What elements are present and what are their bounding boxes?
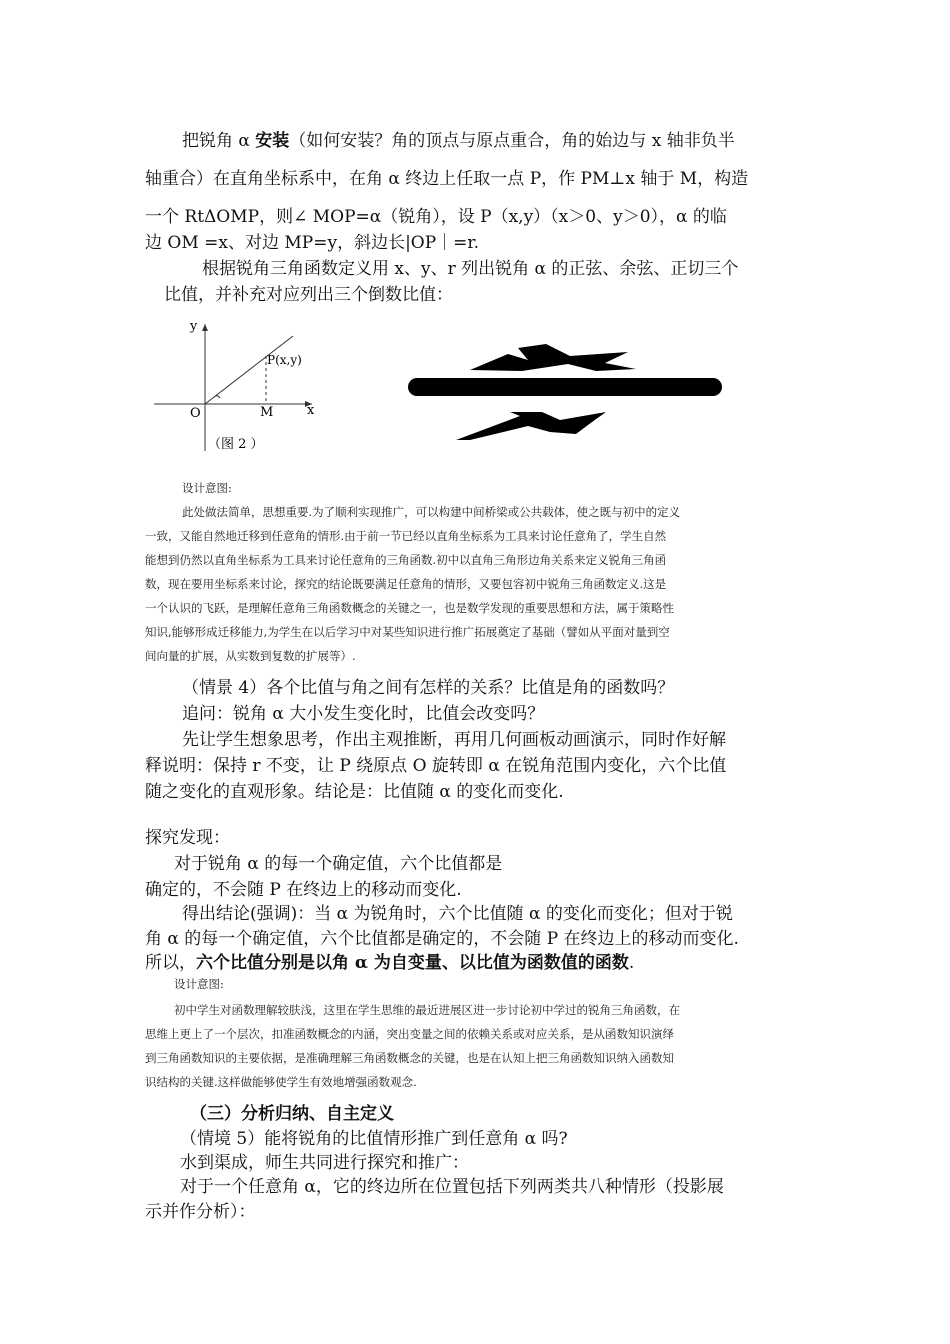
scene4-line2: 追问：锐角 α 大小发生变化时，比值会改变吗？ <box>182 704 545 724</box>
design1-line: 间向量的扩展，从实数到复数的扩展等）. <box>145 649 356 663</box>
design2-line: 思维上更上了一个层次，扣准函数概念的内涵，突出变量之间的依赖关系或对应关系，是从函数知识演绎 <box>145 1027 674 1041</box>
scene4-line1: （情景 4）各个比值与角之间有怎样的关系？比值是角的函数吗？ <box>182 678 675 698</box>
para1-line4: 边 OM =x、对边 MP=y，斜边长|OP｜=r. <box>145 233 480 253</box>
y-axis-label: y <box>190 319 198 334</box>
figure-caption: （图 2 ） <box>208 437 264 452</box>
para2-line1: 根据锐角三角函数定义用 x、y、r 列出锐角 α 的正弦、余弦、正切三个 <box>202 259 739 279</box>
x-axis-label: x <box>307 403 315 418</box>
para1-line1: 把锐角 α 安装（如何安装？角的顶点与原点重合，角的始边与 x 轴非负半 <box>182 131 735 151</box>
scene4-line4: 释说明：保持 r 不变，让 P 绕原点 O 旋转即 α 在锐角范围内变化，六个比值 <box>145 756 727 776</box>
fraction-graphic <box>400 338 730 448</box>
coordinate-diagram <box>150 318 320 458</box>
numerator-glyph <box>470 344 636 371</box>
para1-line3: 一个 RtΔOMP，则∠ MOP=α（锐角），设 P（x,y）（x＞0、y＞0），α 的临 <box>145 207 727 227</box>
section3-line4: 示并作分析）： <box>145 1202 256 1222</box>
section3-line1: （情境 5）能将锐角的比值情形推广到任意角 α 吗? <box>180 1129 568 1149</box>
design1-line: 此处做法简单，思想重要.为了顺利实现推广，可以构建中间桥梁或公共载体，使之既与初中的定义 <box>182 505 681 519</box>
explore-title: 探究发现： <box>145 828 230 848</box>
denominator-glyph <box>456 412 606 440</box>
conclusion-emphasis: 六个比值分别是以角 α 为自变量、以比值为函数值的函数 <box>196 953 629 973</box>
section3-title: （三）分析归纳、自主定义 <box>190 1104 394 1124</box>
section3-line2: 水到渠成，师生共同进行探究和推广： <box>180 1153 469 1173</box>
design1-line: 知识,能够形成迁移能力,为学生在以后学习中对某些知识进行推广拓展奠定了基础（譬如从平面对量到空 <box>145 625 670 639</box>
design2-line: 到三角函数知识的主要依据，是准确理解三角函数概念的关键，也是在认知上把三角函数知识纳入函数知 <box>145 1051 674 1065</box>
design1-line: 一个认识的飞跃，是理解任意角三角函数概念的关键之一，也是数学发现的重要思想和方法，属于策略性 <box>145 601 674 615</box>
design2-title: 设计意图: <box>174 977 224 991</box>
design2-line: 识结构的关键.这样做能够使学生有效地增强函数观念. <box>145 1075 417 1089</box>
design1-line: 能想到仍然以直角坐标系为工具来讨论任意角的三角函数.初中以直角三角形边角关系来定义锐角三角函 <box>145 553 667 567</box>
explore-line3: 得出结论(强调)：当 α 为锐角时，六个比值随 α 的变化而变化；但对于锐 <box>182 904 733 924</box>
section3-line3: 对于一个任意角 α，它的终边所在位置包括下列两类共八种情形（投影展 <box>180 1177 724 1197</box>
design2-line: 初中学生对函数理解较肤浅，这里在学生思维的最近进展区进一步讨论初中学过的锐角三角函数，在 <box>174 1003 680 1017</box>
para2-line2: 比值，并补充对应列出三个倒数比值： <box>164 285 453 305</box>
explore-line4: 角 α 的每一个确定值，六个比值都是确定的，不会随 P 在终边上的移动而变化. <box>145 929 739 949</box>
design1-title: 设计意图: <box>182 481 232 495</box>
scene4-line5: 随之变化的直观形象。结论是：比值随 α 的变化而变化. <box>145 782 564 802</box>
para1-line2: 轴重合）在直角坐标系中，在角 α 终边上任取一点 P，作 PM⊥x 轴于 M，构造 <box>145 169 749 189</box>
p-label: P(x,y) <box>267 353 302 367</box>
explore-line1: 对于锐角 α 的每一个确定值，六个比值都是 <box>174 854 503 874</box>
design1-line: 数，现在要用坐标系来讨论，探究的结论既要满足任意角的情形，又要包容初中锐角三角函数定义.这是 <box>145 577 667 591</box>
scene4-line3: 先让学生想象思考，作出主观推断，再用几何画板动画演示，同时作好解 <box>182 730 726 750</box>
emphasis-install: 安装 <box>255 131 290 151</box>
explore-line2: 确定的，不会随 P 在终边上的移动而变化. <box>145 880 462 900</box>
fraction-bar <box>408 378 722 396</box>
origin-label: O <box>190 406 201 421</box>
explore-line5: 所以，六个比值分别是以角 α 为自变量、以比值为函数值的函数. <box>145 953 635 973</box>
m-label: M <box>260 405 274 420</box>
design1-line: 一致，又能自然地迁移到任意角的情形.由于前一节已经以直角坐标系为工具来讨论任意角了，学生自然 <box>145 529 667 543</box>
